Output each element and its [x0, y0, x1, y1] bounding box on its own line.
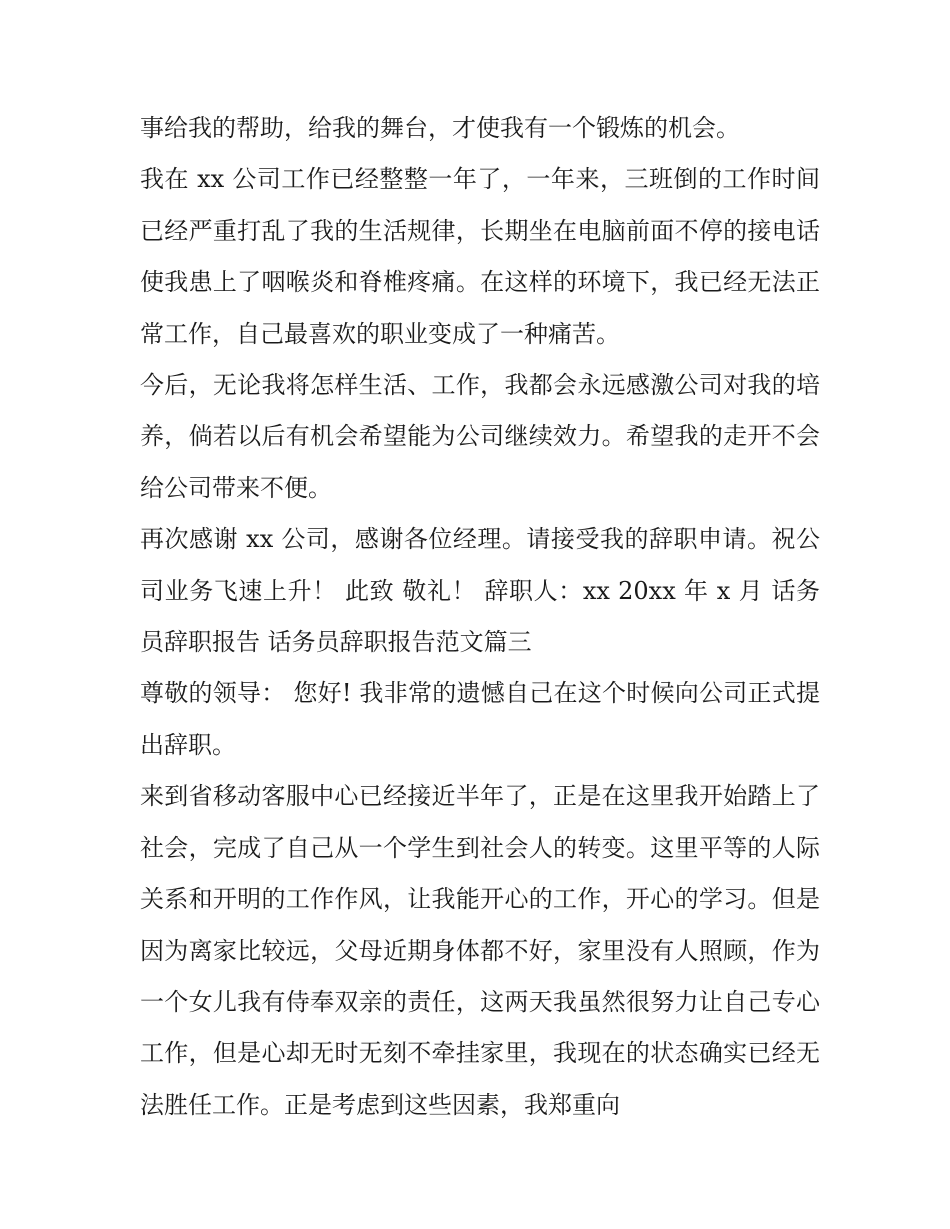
paragraph-3: 今后，无论我将怎样生活、工作，我都会永远感激公司对我的培养，倘若以后有机会希望能为公司继续效力。希望我的走开不会给公司带来不便。 [140, 371, 820, 502]
document-body [140, 103, 820, 1131]
paragraph-5: 尊敬的领导： 您好! 我非常的遗憾自己在这个时候向公司正式提出辞职。 [140, 679, 820, 759]
paragraph-2: 我在 xx 公司工作已经整整一年了，一年来，三班倒的工作时间已经严重打乱了我的生活规律，长期坐在电脑前面不停的接电话使我患上了咽喉炎和脊椎疼痛。在这样的环境下，我已经无法正常工作，自己最喜欢的职业变成了一种痛苦。 [140, 165, 820, 348]
paragraph-4: 再次感谢 xx 公司，感谢各位经理。请接受我的辞职申请。祝公司业务飞速上升！ 此致 敬礼！ 辞职人：xx 20xx 年 x 月 话务员辞职报告 话务员辞职报告范文篇三 [140, 525, 820, 657]
paragraph-6: 来到省移动客服中心已经接近半年了，正是在这里我开始踏上了社会，完成了自己从一个学生到社会人的转变。这里平等的人际关系和开明的工作作风，让我能开心的工作，开心的学习。但是因为离家比较远，父母近期身体都不好，家里没有人照顾，作为一个女儿我有侍奉双亲的责任，这两天我虽然很努力让自己专心工作，但是心却无时无刻不牵挂家里，我现在的状态确实已经无法胜任工作。正是考虑到这些因素，我郑重向 [140, 782, 820, 1119]
paragraph-1: 事给我的帮助，给我的舞台，才使我有一个锻炼的机会。 [140, 114, 740, 142]
